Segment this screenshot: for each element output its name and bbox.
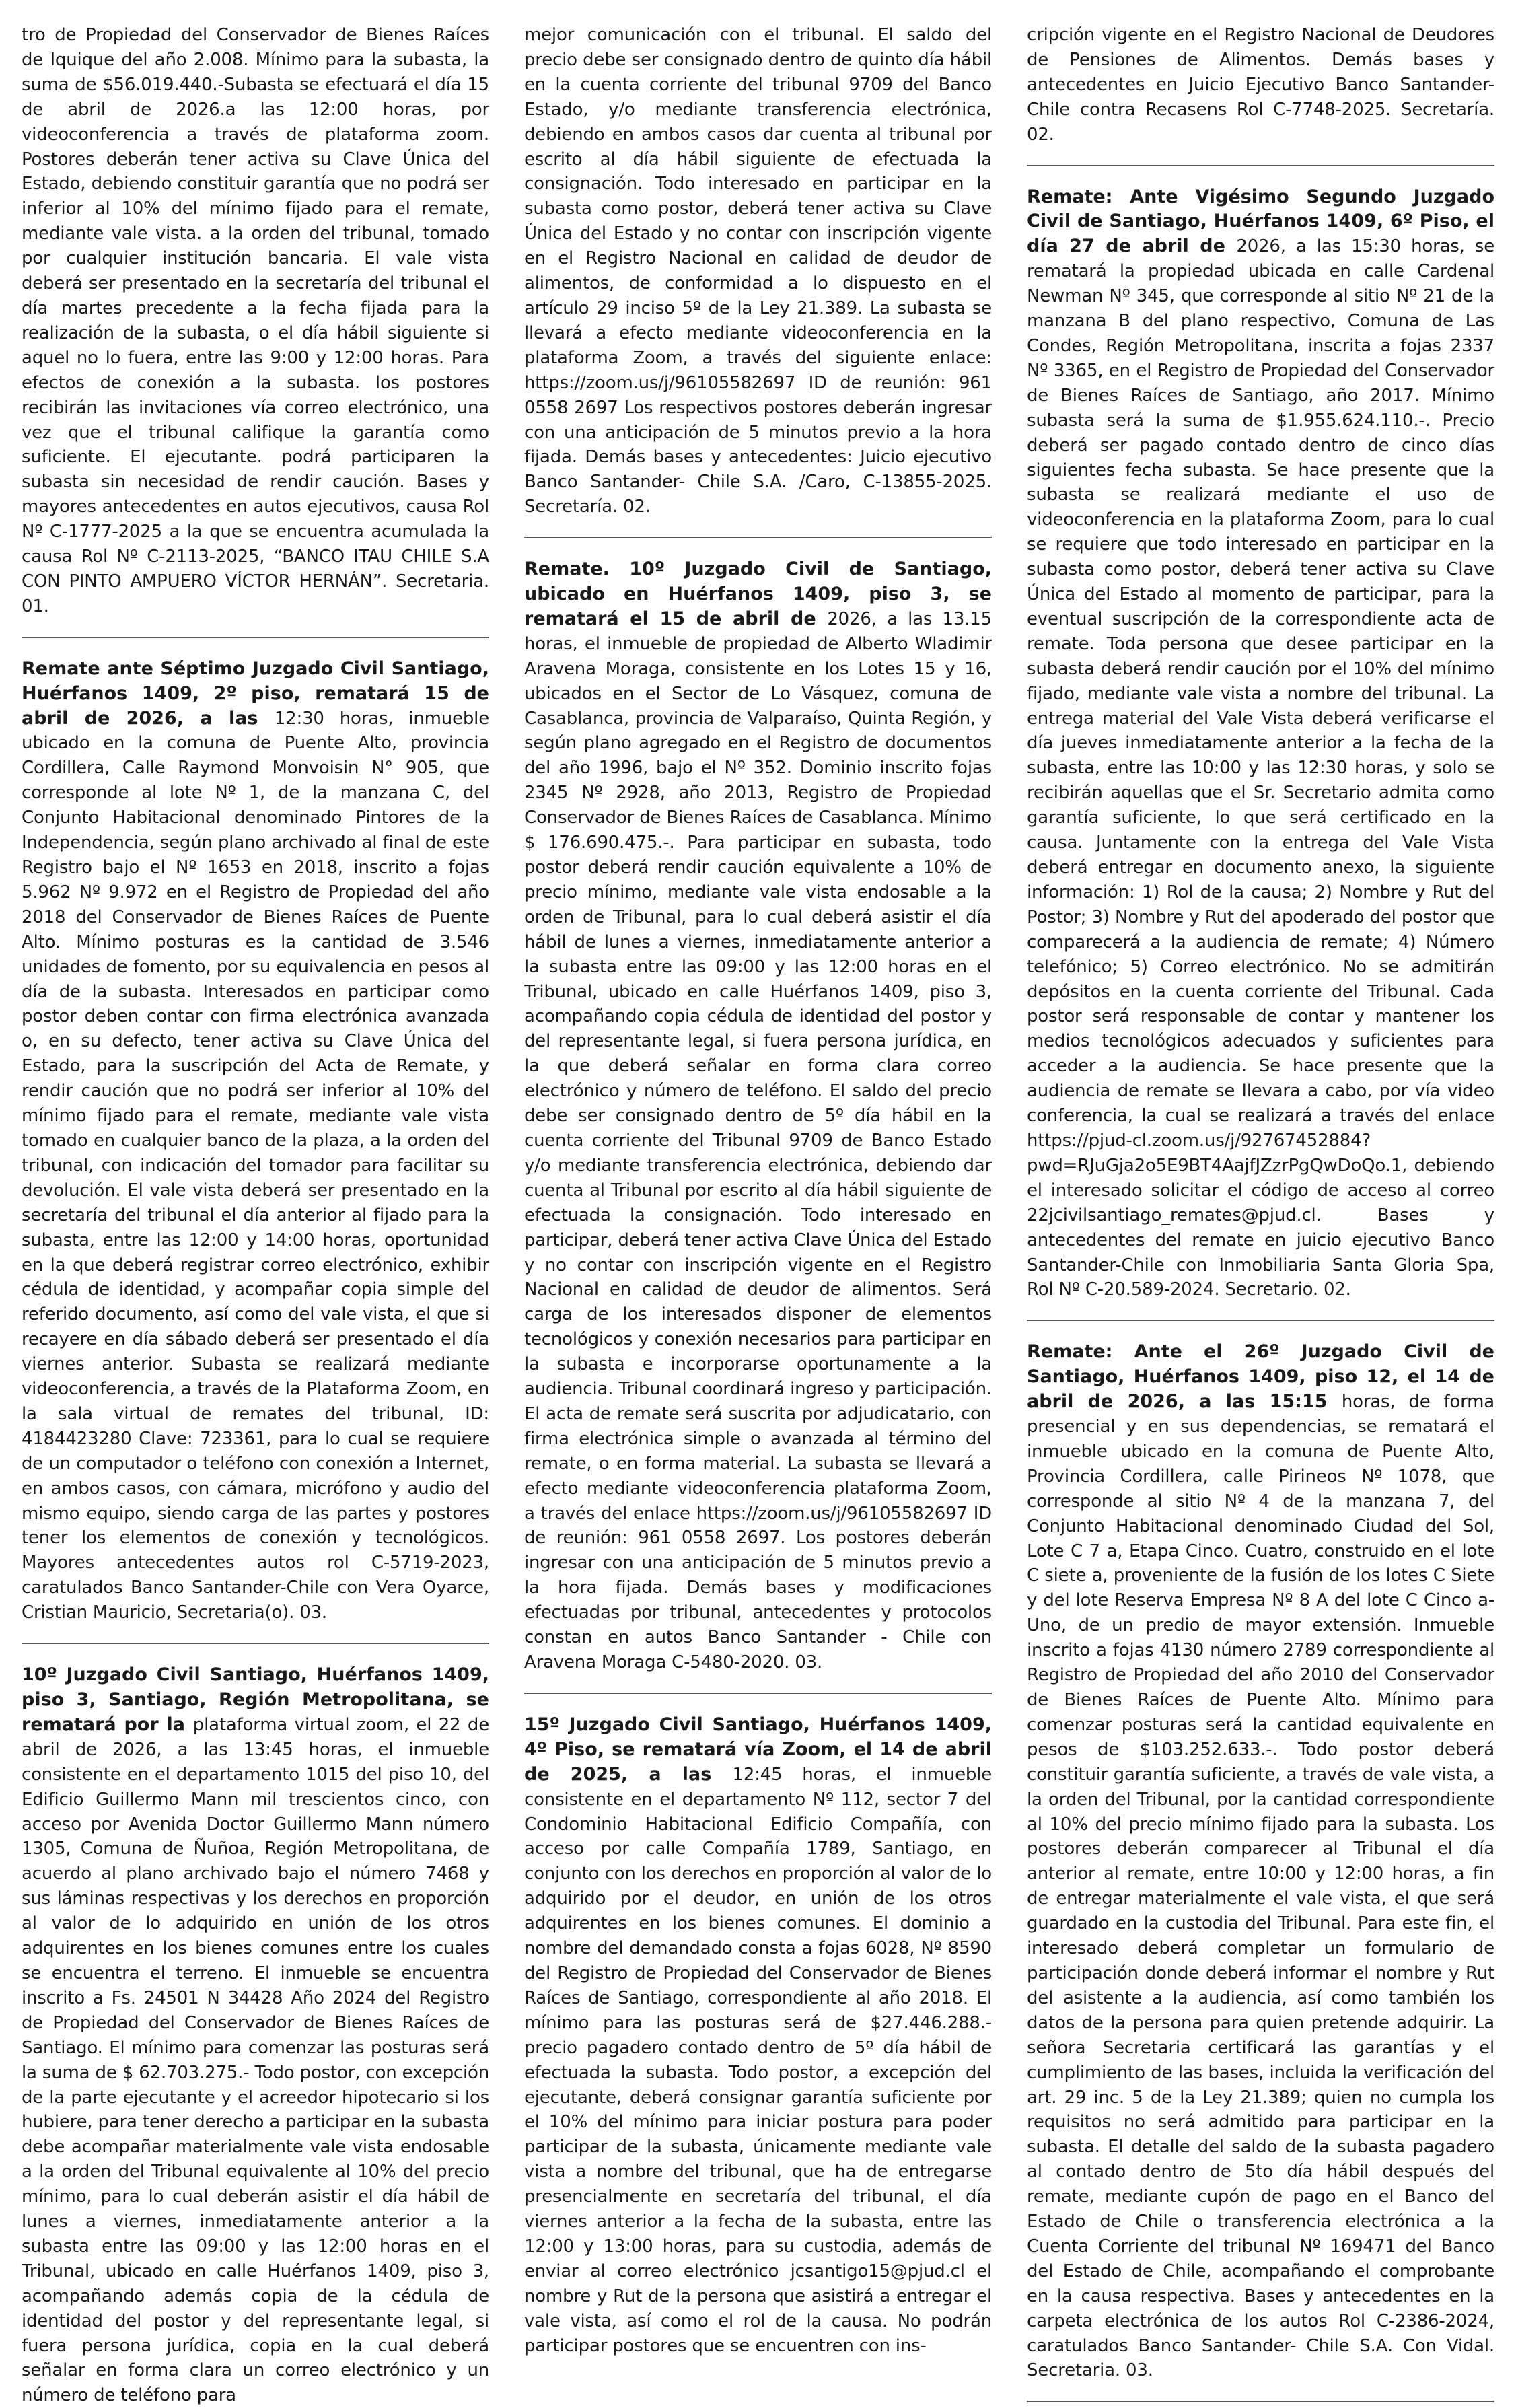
column-3 — [1027, 23, 1494, 2381]
legal-notice-10th-court-nunoa — [22, 1663, 489, 2408]
notice-heading: 15º Juzgado Civil Santiago, Huérfanos 1409, 4º Piso, se rematará vía Zoom, el 14 de abril de 2025, a las — [524, 1713, 992, 1785]
notice-body: 12:30 horas, inmueble ubicado en la comuna de Puente Alto, provincia Cordillera, Calle Raymond Monvoisin N° 905, que corresponde al lote Nº 1, de la manzana C, del Conjunto Habitacional denominado Pintores de la Independencia, según plano archivado al final de este Registro bajo el Nº 1653 en 2018, inscrito a fojas 5.962 Nº 9.972 en el Registro de Propiedad del año 2018 del Conservador de Bienes Raíces de Puente Alto. Mínimo posturas es la cantidad de 3.546 unidades de fomento, por su equivalencia en pesos al día de la subasta. Interesados en participar como postor deben contar con firma electrónica avanzada o, en su defecto, tener activa su Clave Única del Estado, para la suscripción del Acta de Remate, y rendir caución que no podrá ser inferior al 10% del mínimo fijado para el remate, mediante vale vista tomado en cualquier banco de la plaza, a la orden del tribunal, con indicación del tomador para facilitar su devolución. El vale vista deberá ser presentado en la secretaría del tribunal el día anterior al fijado para la subasta, entre las 12:00 y 14:00 horas, oportunidad en la que deberá registrar correo electrónico, exhibir cédula de identidad, y acompañar copia simple del referido documento, así como del vale vista, el que si recayere en día sábado deberá ser presentado el día viernes anterior. Subasta se realizará mediante videoconferencia, a través de la Plataforma Zoom, en la sala virtual de remates del tribunal, ID: 4184423280 Clave: 723361, para lo cual se requiere de un computador o teléfono con conexión a Internet, en ambos casos, con cámara, micrófono y audio del mismo equipo, siendo carga de las partes y postores tener los elementos de conexión y tecnológicos. Mayores antecedentes autos rol C-5719-2023, caratulados Banco Santander-Chile con Vera Oyarce, Cristian Mauricio, Secretaria(o). 03. — [22, 708, 489, 1623]
notice-body: 2026, a las 15:30 horas, se rematará la propiedad ubicada en calle Cardenal Newman Nº 345, que corresponde al sitio Nº 21 de la manzana B del plano respectivo, Comuna de Las Condes, Región Metropolitana, inscrita a fojas 2337 Nº 3365, en el Registro de Propiedad del Conservador de Bienes Raíces de Santiago, año 2017. Mínimo subasta será la suma de $1.955.624.110.-. Precio deberá ser pagado contado dentro de cinco días siguientes fecha subasta. Se hace presente que la subasta se realizará mediante el uso de videoconferencia en la plataforma Zoom, para lo cual se requiere que todo interesado en participar en la subasta como postor, deberá tener activa su Clave Única del Estado al momento de participar, para la eventual suscripción de la correspondiente acta de remate. Toda persona que desee participar en la subasta deberá rendir caución por el 10% del mínimo fijado, mediante vale vista a nombre del tribunal. La entrega material del Vale Vista deberá verificarse el día jueves inmediatamente anterior a la fecha de la subasta, entre las 10:00 y las 12:30 horas, y solo se recibirán aquellas que el Sr. Secretario admita como garantía suficiente, lo que será certificado en la causa. Juntamente con la entrega del Vale Vista deberá entregar en documento anexo, la siguiente información: 1) Rol de la causa; 2) Nombre y Rut del Postor; 3) Nombre y Rut del apoderado del postor que comparecerá a la audiencia de remate; 4) Número telefónico; 5) Correo electrónico. No se admitirán depósitos en la cuenta corriente del Tribunal. Cada postor será responsable de contar y mantener los medios tecnológicos adecuados y suficientes para acceder a la audiencia. Se hace presente que la audiencia de remate se llevara a cabo, por vía video conferencia, la cual se realizará a través del enlace https://pjud-cl.zoom.us/j/92767452884?pwd=RJuGja2o5E9BT4AajfJZzrPgQwDoQo.1, debiendo el interesado solicitar el código de acceso al correo 22jcivilsantiago_remates@pjud.cl. Bases y antecedentes del remate en juicio ejecutivo Banco Santander-Chile con Inmobiliaria Santa Gloria Spa, Rol Nº C-20.589-2024. Secretario. 02. — [1027, 236, 1494, 1300]
column-2 — [524, 23, 992, 2356]
notice-heading: Remate: Ante Vigésimo Segundo Juzgado Civil de Santiago, Huérfanos 1409, 6º Piso, el día 27 de abril de — [1027, 186, 1494, 257]
notice-divider — [22, 637, 489, 638]
notice-body: plataforma virtual zoom, el 22 de abril de 2026, a las 13:45 horas, el inmueble consistente en el departamento 1015 del piso 10, del Edificio Guillermo Mann mil trescientos cinco, con acceso por Avenida Doctor Guillermo Mann número 1305, Comuna de Ñuñoa, Región Metropolitana, de acuerdo al plano archivado bajo el número 7468 y sus láminas respectivas y los derechos en proporción al valor de lo adquirido en unión de los otros adquirentes en los bienes comunes entre los cuales se encuentra el terreno. El inmueble se encuentra inscrito a Fs. 24501 N 34428 Año 2024 del Registro de Propiedad del Conservador de Bienes Raíces de Santiago. El mínimo para comenzar las posturas será la suma de $ 62.703.275.- Todo postor, con excepción de la parte ejecutante y el acreedor hipotecario si los hubiere, para tener derecho a participar en la subasta debe acompañar materialmente vale vista endosable a la orden del Tribunal equivalente al 10% del precio mínimo, para lo cual deberán asistir el día hábil de lunes a viernes, inmediatamente anterior a la subasta entre las 09:00 y las 12:00 horas en el Tribunal, ubicado en calle Huérfanos 1409, piso 3, acompañando además copia de la cédula de identidad del postor y del representante legal, si fuera persona jurídica, copia en la cual deberá señalar en forma clara un correo electrónico y un número de teléfono para — [22, 1714, 489, 2406]
notice-body: cripción vigente en el Registro Nacional de Deudores de Pensiones de Alimentos. Demás bases y antecedentes en Juicio Ejecutivo Banco Santander-Chile contra Recasens Rol C-7748-2025. Secretaría. 02. — [1027, 25, 1494, 145]
legal-notice-10th-court-casablanca — [524, 557, 992, 1675]
notice-divider — [1027, 2401, 1494, 2402]
legal-notice-1-continuation — [22, 23, 489, 619]
notice-body: mejor comunicación con el tribunal. El saldo del precio debe ser consignado dentro de quinto día hábil en la cuenta corriente del tribunal 9709 del Banco Estado, y/o mediante transferencia electrónica, debiendo en ambos casos dar cuenta al tribunal por escrito al día hábil siguiente de efectuada la consignación. Todo interesado en participar en la subasta como postor, deberá tener activa su Clave Única del Estado y no contar con inscripción vigente en el Registro Nacional en calidad de deudor de alimentos, de conformidad a lo dispuesto en el artículo 29 inciso 5º de la Ley 21.389. La subasta se llevará a efecto mediante videoconferencia en la plataforma Zoom, a través del siguiente enlace: https://zoom.us/j/96105582697 ID de reunión: 961 0558 2697 Los respectivos postores deberán ingresar con una anticipación de 5 minutos previo a la hora fijada. Demás bases y antecedentes: Juicio ejecutivo Banco Santander- Chile S.A. /Caro, C-13855-2025. Secretaría. 02. — [524, 25, 992, 518]
newspaper-page — [22, 23, 1495, 2406]
notice-divider — [524, 1693, 992, 1694]
notice-divider — [1027, 165, 1494, 166]
legal-notice-10th-court-continuation — [524, 23, 992, 520]
notice-heading: Remate. 10º Juzgado Civil de Santiago, ubicado en Huérfanos 1409, piso 3, se rematará el 15 de abril de — [524, 559, 992, 629]
notice-heading: 10º Juzgado Civil Santiago, Huérfanos 1409, piso 3, Santiago, Región Metropolitana, se rematará por la — [22, 1664, 489, 1735]
notice-divider — [524, 537, 992, 538]
notice-body: 2026, a las 13.15 horas, el inmueble de propiedad de Alberto Wladimir Aravena Moraga, consistente en los Lotes 15 y 16, ubicados en el Sector de Lo Vásquez, comuna de Casablanca, provincia de Valparaíso, Quinta Región, y según plano agregado en el Registro de documentos del año 1996, bajo el Nº 352. Dominio inscrito fojas 2345 Nº 2928, año 2013, Registro de Propiedad Conservador de Bienes Raíces de Casablanca. Mínimo $ 176.690.475.-. Para participar en subasta, todo postor deberá rendir caución equivalente a 10% de precio mínimo, mediante vale vista endosable a la orden de Tribunal, para lo cual deberá asistir el día hábil de lunes a viernes, inmediatamente anterior a la subasta entre las 09:00 y las 12:00 horas en el Tribunal, ubicado en calle Huérfanos 1409, piso 3, acompañando copia cédula de identidad del postor y del representante legal, si fuera persona jurídica, en la que deberá señalar en forma clara correo electrónico y número de teléfono. El saldo del precio debe ser consignado dentro de 5º día hábil en la cuenta corriente del Tribunal 9709 de Banco Estado y/o mediante transferencia electrónica, debiendo dar cuenta al Tribunal por escrito al día hábil siguiente de efectuada la consignación. Todo interesado en participar, deberá tener activa Clave Única del Estado y no contar con inscripción vigente en el Registro Nacional en calidad de deudor de alimentos. Será carga de los interesados disponer de elementos tecnológicos y conexión necesarios para participar en la subasta e incorporarse oportunamente a la audiencia. Tribunal coordinará ingreso y participación. El acta de remate será suscrita por adjudicatario, con firma electrónica simple o avanzada al término del remate, o en forma material. La subasta se llevará a efecto mediante videoconferencia plataforma Zoom, a través del enlace https://zoom.us/j/96105582697 ID de reunión: 961 0558 2697. Los postores deberán ingresar con una anticipación de 5 minutos previo a la hora fijada. Demás bases y modificaciones efectuadas por tribunal, antecedentes y protocolos constan en autos Banco Santander - Chile con Aravena Moraga C-5480-2020. 03. — [524, 608, 992, 1672]
notice-body: tro de Propiedad del Conservador de Bienes Raíces de Iquique del año 2.008. Mínimo para la subasta, la suma de $56.019.440.-Subasta se efectuará el día 15 de abril de 2026.a las 12:00 horas, por videoconferencia a través de plataforma zoom. Postores deberán tener activa su Clave Única del Estado, debiendo constituir garantía que no podrá ser inferior al 10% del mínimo fijado para el remate, mediante vale vista. a la orden del tribunal, tomado por cualquier institución bancaria. El vale vista deberá ser presentado en la secretaría del tribunal el día martes precedente a la fecha fijada para la realización de la subasta, o el día hábil siguiente si aquel no lo fuera, entre las 9:00 y 12:00 horas. Para efectos de conexión a la subasta. los postores recibirán las invitaciones vía correo electrónico, una vez que el tribunal califique la garantía como suficiente. El ejecutante. podrá participaren la subasta sin necesidad de rendir caución. Bases y mayores antecedentes en autos ejecutivos, causa Rol Nº C-1777-2025 a la que se encuentra acumulada la causa Rol Nº C-2113-2025, “BANCO ITAU CHILE S.A CON PINTO AMPUERO VÍCTOR HERNÁN”. Secretaria. 01. — [22, 25, 489, 616]
legal-notice-7th-court — [22, 657, 489, 1625]
column-1 — [22, 23, 489, 2406]
legal-notice-15th-court — [524, 1713, 992, 2359]
notice-body: 12:45 horas, el inmueble consistente en el departamento Nº 112, sector 7 del Condominio Habitacional Edificio Compañía, con acceso por calle Compañía 1789, Santiago, en conjunto con los derechos en proporción al valor de lo adquirido por el deudor, en unión de los otros adquirentes en los bienes comunes. El dominio a nombre del demandado consta a fojas 6028, Nº 8590 del Registro de Propiedad del Conservador de Bienes Raíces de Santiago, correspondiente al año 2018. El mínimo para las posturas será de $27.446.288.- precio pagadero contado dentro de 5º día hábil de efectuada la subasta. Todo postor, a excepción del ejecutante, deberá consignar garantía suficiente por el 10% del mínimo para iniciar postura para poder participar de la subasta, únicamente mediante vale vista a nombre del tribunal, que ha de entregarse presencialmente en secretaría del tribunal, el día viernes anterior a la fecha de la subasta, entre las 12:00 y 13:00 horas, para su custodia, además de enviar al correo electrónico jcsantigo15@pjud.cl el nombre y Rut de la persona que asistirá a entregar el vale vista, así como el rol de la causa. No podrán participar postores que se encuentren con ins- — [524, 1764, 992, 2356]
legal-notice-26th-court — [1027, 1340, 1494, 2383]
notice-heading: Remate ante Séptimo Juzgado Civil Santiago, Huérfanos 1409, 2º piso, rematará 15 de abril de 2026, a las — [22, 658, 489, 729]
notice-divider — [1027, 1320, 1494, 1321]
legal-notice-15th-court-continuation — [1027, 23, 1494, 147]
notice-body: horas, de forma presencial y en sus dependencias, se rematará el inmueble ubicado en la comuna de Puente Alto, Provincia Cordillera, calle Pirineos Nº 1078, que corresponde al sitio Nº 4 de la manzana 7, del Conjunto Habitacional denominado Ciudad del Sol, Lote C 7 a, Etapa Cinco. Cuatro, construido en el lote C siete a, proveniente de la fusión de los lotes C Siete y del lote Reserva Empresa Nº 8 A del lote C Cinco a- Uno, de un predio de mayor extensión. Inmueble inscrito a fojas 4130 número 2789 correspondiente al Registro de Propiedad del año 2010 del Conservador de Bienes Raíces de Puente Alto. Mínimo para comenzar posturas será la cantidad equivalente en pesos de $103.252.633.-. Todo postor deberá constituir garantía suficiente, a través de vale vista, a la orden del Tribunal, por la cantidad correspondiente al 10% del precio mínimo fijado para la subasta. Los postores deberán comparecer al Tribunal el día anterior al remate, entre 10:00 y 12:00 horas, a fin de entregar materialmente el vale vista, el que será guardado en la custodia del Tribunal. Para este fin, el interesado deberá completar un formulario de participación donde deberá informar el nombre y Rut del asistente a la audiencia, así como también los datos de la persona para quien pretende adquirir. La señora Secretaria certificará las garantías y el cumplimiento de las bases, incluida la verificación del art. 29 inc. 5 de la Ley 21.389; quien no cumpla los requisitos no será admitido para participar en la subasta. El detalle del saldo de la subasta pagadero al contado dentro de 5to día hábil después del remate, mediante cupón de pago en el Banco del Estado de Chile o transferencia electrónica a la Cuenta Corriente del tribunal Nº 169471 del Banco del Estado de Chile, acompañando el comprobante en la causa respectiva. Bases y antecedentes en la carpeta electrónica de los autos Rol C-2386-2024, caratulados Banco Santander- Chile S.A. Con Vidal. Secretaria. 03. — [1027, 1392, 1494, 2381]
notice-heading: Remate: Ante el 26º Juzgado Civil de Santiago, Huérfanos 1409, piso 12, el 14 de abril de 2026, a las 15:15 — [1027, 1341, 1494, 1413]
notice-divider — [22, 1643, 489, 1644]
legal-notice-22nd-court — [1027, 185, 1494, 1303]
